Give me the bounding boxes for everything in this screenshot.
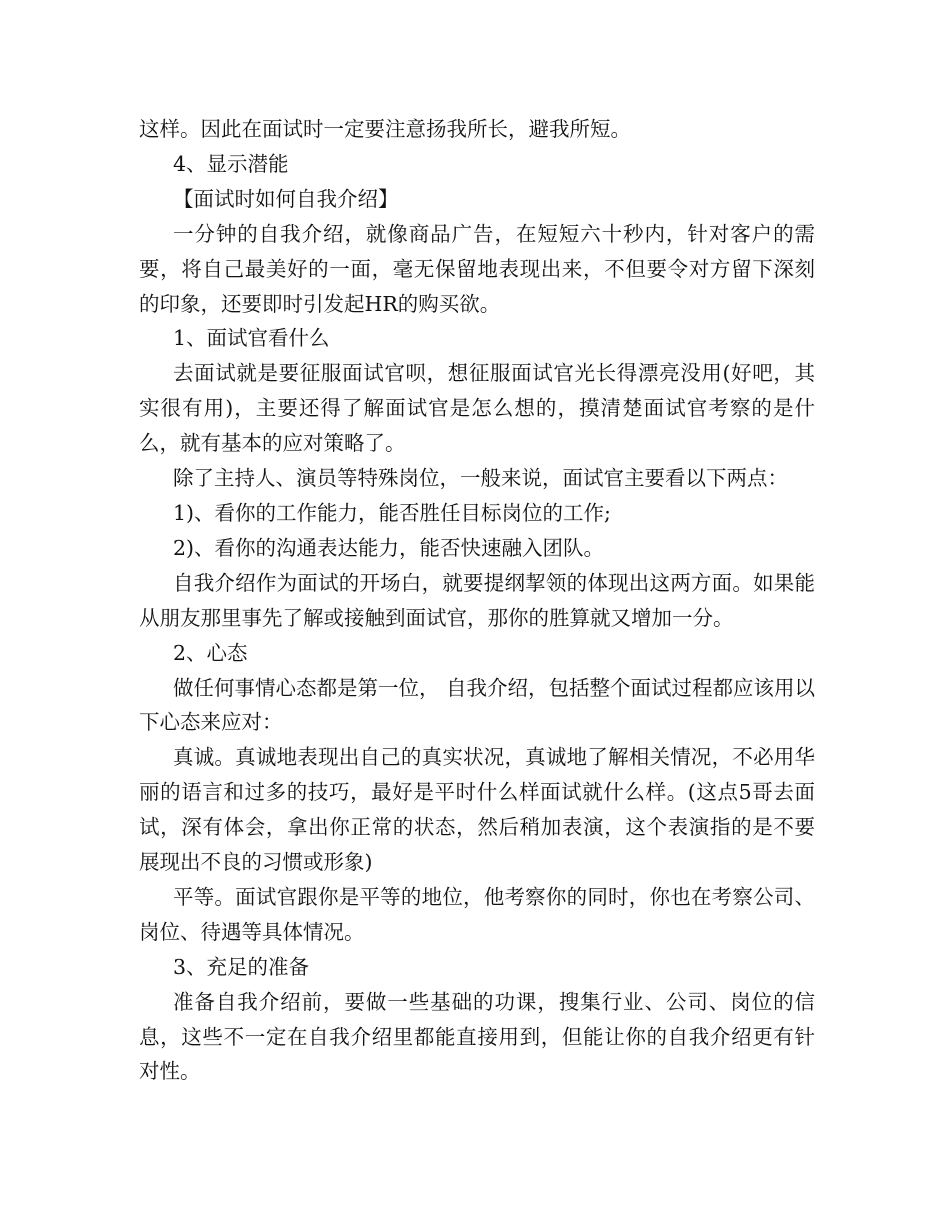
paragraph-equality: 平等。面试官跟你是平等的地位，他考察你的同时，你也在考察公司、岗位、待遇等具体情况。 [139, 884, 815, 944]
section-title-self-introduction: 【面试时如何自我介绍】 [173, 186, 399, 211]
section-heading-preparation: 3、充足的准备 [173, 954, 310, 979]
paragraph-one-minute-intro: 一分钟的自我介绍，就像商品广告，在短短六十秒内，针对客户的需要，将自己最美好的一面，毫无保留地表现出来，不但要令对方留下深刻的印象，还要即时引发起HR的购买欲。 [139, 221, 815, 316]
list-item-work-ability: 1)、看你的工作能力，能否胜任目标岗位的工作; [173, 500, 611, 525]
paragraph-preparation: 准备自我介绍前，要做一些基础的功课，搜集行业、公司、岗位的信息，这些不一定在自我介绍里都能直接用到，但能让你的自我介绍更有针对性。 [139, 989, 815, 1084]
paragraph-continuation: 这样。因此在面试时一定要注意扬我所长，避我所短。 [139, 117, 631, 141]
section-heading-what-interviewer-looks-at: 1、面试官看什么 [173, 326, 330, 351]
section-heading-show-potential: 4、显示潜能 [173, 151, 289, 176]
list-item-communication-ability: 2)、看你的沟通表达能力，能否快速融入团队。 [173, 535, 605, 560]
paragraph-sincerity: 真诚。真诚地表现出自己的真实状况，真诚地了解相关情况，不必用华丽的语言和过多的技巧，最好是平时什么样面试就什么样。(这点5哥去面试，深有体会，拿出你正常的状态，然后稍加表演，这个表演指的是不要展现出不良的习惯或形象) [139, 745, 815, 875]
paragraph-conquer-interviewer: 去面试就是要征服面试官呗，想征服面试官光长得漂亮没用(好吧，其实很有用)，主要还得了解面试官是怎么想的，摸清楚面试官考察的是什么，就有基本的应对策略了。 [139, 361, 815, 456]
document-body [139, 112, 815, 1089]
paragraph-mindset-first: 做任何事情心态都是第一位， 自我介绍，包括整个面试过程都应该用以下心态来应对： [139, 675, 816, 735]
paragraph-opening-statement: 自我介绍作为面试的开场白，就要提纲挈领的体现出这两方面。如果能从朋友那里事先了解或接触到面试官，那你的胜算就又增加一分。 [139, 570, 815, 630]
paragraph-two-points: 除了主持人、演员等特殊岗位，一般来说，面试官主要看以下两点： [173, 466, 788, 491]
section-heading-mindset: 2、心态 [173, 640, 248, 665]
